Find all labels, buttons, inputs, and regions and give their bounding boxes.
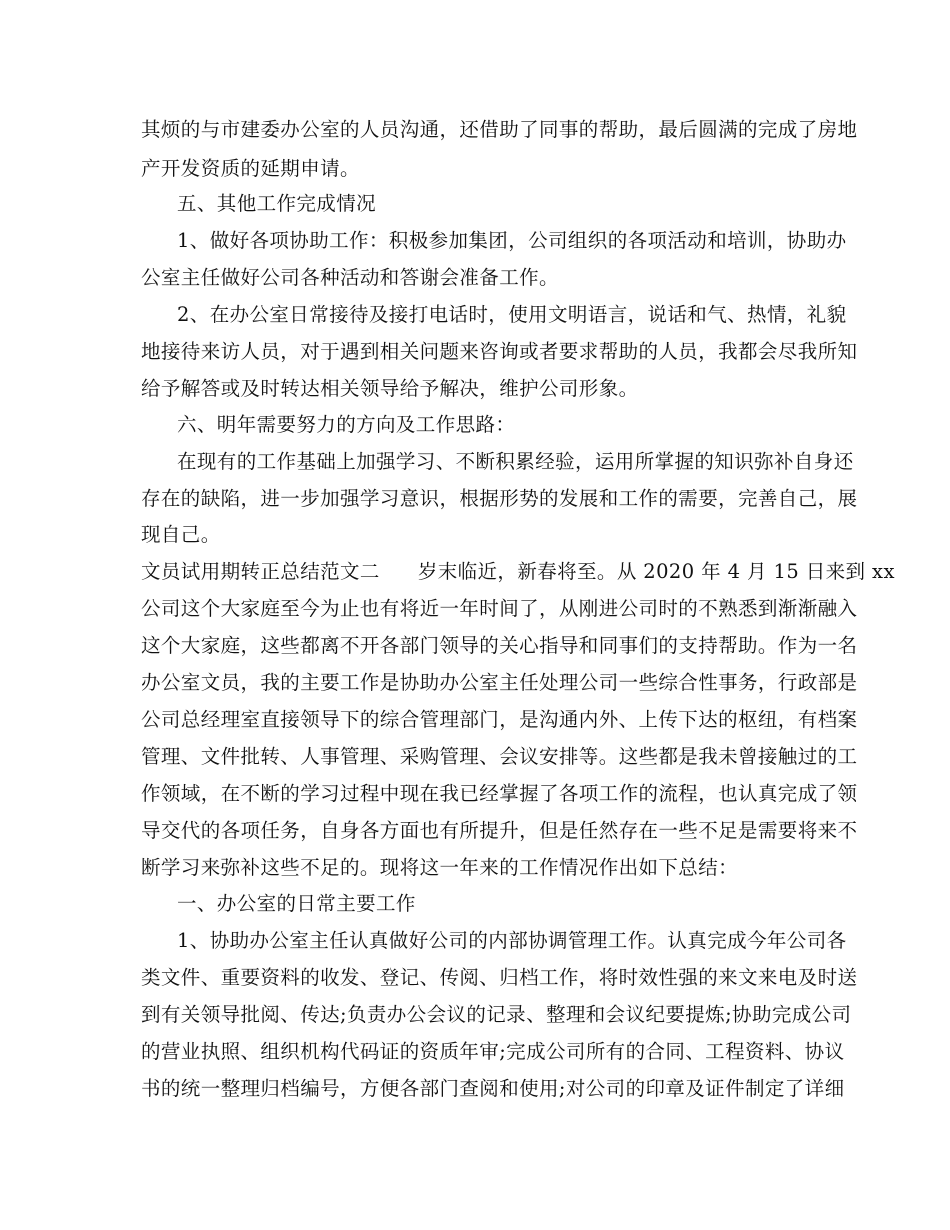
section-heading: 五、其他工作完成情况: [177, 192, 377, 215]
document-title: 文员试用期转正总结范文二: [141, 560, 380, 583]
text-line: 2、在办公室日常接待及接打电话时，使用文明语言，说话和气、热情，礼貌: [177, 303, 847, 326]
text-line: 书的统一整理归档编号，方便各部门查阅和使用;对公司的印章及证件制定了详细: [141, 1077, 845, 1100]
text-line: 的营业执照、组织机构代码证的资质年审;完成公司所有的合同、工程资料、协议: [141, 1040, 845, 1063]
text-line: 断学习来弥补这些不足的。现将这一年来的工作情况作出如下总结：: [141, 856, 739, 879]
text-line: 公司总经理室直接领导下的综合管理部门，是沟通内外、上传下达的枢纽，有档案: [141, 708, 858, 731]
text-line: 现自己。: [141, 523, 221, 546]
text-line: 到有关领导批阅、传达;负责办公会议的记录、整理和会议纪要提炼;协助完成公司: [141, 1003, 852, 1026]
text-line: 1、协助办公室主任认真做好公司的内部协调管理工作。认真完成今年公司各: [177, 929, 847, 952]
section-heading: 一、办公室的日常主要工作: [177, 892, 416, 915]
text-line: 存在的缺陷，进一步加强学习意识，根据形势的发展和工作的需要，完善自己，展: [141, 487, 858, 510]
text-line: 类文件、重要资料的收发、登记、传阅、归档工作，将时效性强的来文来电及时送: [141, 966, 858, 989]
text-line: 给予解答或及时转达相关领导给予解决，维护公司形象。: [141, 377, 639, 400]
text-line: 导交代的各项任务，自身各方面也有所提升，但是任然存在一些不足是需要将来不: [141, 819, 858, 842]
text-line: 其烦的与市建委办公室的人员沟通，还借助了同事的帮助，最后圆满的完成了房地: [141, 118, 858, 141]
text-line: 这个大家庭，这些都离不开各部门领导的关心指导和同事们的支持帮助。作为一名: [141, 634, 858, 657]
text-line: 管理、文件批转、人事管理、采购管理、会议安排等。这些都是我未曾接触过的工: [141, 745, 858, 768]
text-line: 产开发资质的延期申请。: [141, 157, 360, 180]
text-line: 在现有的工作基础上加强学习、不断积累经验，运用所掌握的知识弥补自身还: [177, 450, 854, 473]
title-and-text-line: [141, 552, 895, 592]
text-line: 地接待来访人员，对于遇到相关问题来咨询或者要求帮助的人员，我都会尽我所知: [141, 340, 858, 363]
text-line: 公室主任做好公司各种活动和答谢会准备工作。: [141, 266, 559, 289]
text-line: 1、做好各项协助工作：积极参加集团，公司组织的各项活动和培训，协助办: [177, 229, 847, 252]
text-line: 作领域，在不断的学习过程中现在我已经掌握了各项工作的流程，也认真完成了领: [141, 782, 858, 805]
text-line: 公司这个大家庭至今为止也有将近一年时间了，从刚进公司时的不熟悉到渐渐融入: [141, 597, 858, 620]
section-heading: 六、明年需要努力的方向及工作思路：: [177, 413, 516, 436]
text-segment: 岁末临近，新春将至。从 2020 年 4 月 15 日来到 xx: [417, 560, 895, 583]
text-line: 办公室文员，我的主要工作是协助办公室主任处理公司一些综合性事务，行政部是: [141, 671, 858, 694]
